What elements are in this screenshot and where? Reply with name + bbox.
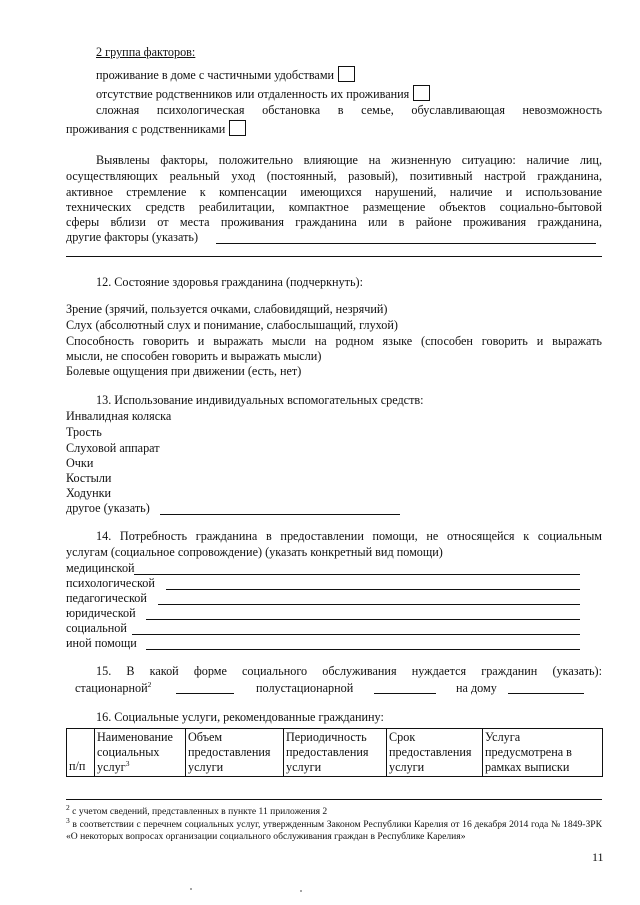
- section14-line2: услугам (социальное сопровождение) (указать конкретный вид помощи): [66, 545, 443, 559]
- section16-title: 16. Социальные услуги, рекомендованные гражданину:: [96, 710, 384, 724]
- group2-item3-line1: сложная психологическая обстановка в семье, обуславливающая невозможность: [96, 103, 602, 117]
- group2-item-partial-amenities: [96, 66, 355, 84]
- checkbox[interactable]: [413, 85, 430, 101]
- health-speech-line1[interactable]: Способность говорить и выражать мысли на родном языке (способен говорить и выражать: [66, 334, 602, 348]
- health-vision[interactable]: Зрение (зрячий, пользуется очками, слабовидящий, незрячий): [66, 302, 388, 316]
- section13-title: 13. Использование индивидуальных вспомогательных средств:: [96, 393, 424, 407]
- form-stationary-text: стационарной: [75, 681, 148, 695]
- aid-other-label: другое (указать): [66, 501, 150, 515]
- help-pedagogical-label: педагогической: [66, 591, 147, 605]
- form-home-label: на дому: [456, 681, 497, 695]
- services-table: [66, 728, 603, 777]
- health-pain[interactable]: Болевые ощущения при движении (есть, нет): [66, 364, 302, 378]
- footnote-2-text: с учетом сведений, представленных в пункте 11 приложения 2: [72, 806, 328, 817]
- aid-hearing-device: Слуховой аппарат: [66, 441, 160, 455]
- aid-wheelchair: Инвалидная коляска: [66, 409, 172, 423]
- form-stationary-input-line[interactable]: [176, 693, 234, 694]
- aid-walker: Ходунки: [66, 486, 112, 500]
- other-factors-input-line-2[interactable]: [66, 256, 602, 257]
- help-social-label: социальной: [66, 621, 127, 635]
- form-stationary-label: [75, 681, 151, 697]
- group2-item-label: отсутствие родственников или отдаленность их проживания: [96, 87, 410, 101]
- page-number: 11: [592, 850, 604, 864]
- help-social-input-line[interactable]: [132, 634, 580, 635]
- positive-factors-line2: осуществляющих реальный уход (постоянный, разовый), позитивный настрой гражданина,: [66, 169, 602, 183]
- header-volume: Объем предоставления услуги: [186, 729, 284, 777]
- footnote-mark: 3: [66, 815, 70, 825]
- footnote-3-text: в соответствии с перечнем социальных услуг, утвержденным Законом Республики Карелия от 16 декабря 2014 года № 1849-ЗРК «О некоторых вопросах организации социального обслуживания граждан в Республике Карелия»: [66, 819, 602, 842]
- scan-speck: [300, 890, 302, 892]
- footnote-ref: 3: [125, 758, 130, 768]
- group2-title: 2 группа факторов:: [96, 45, 196, 59]
- positive-factors-line5: сферы вблизи от места проживания гражданина или в районе проживания гражданина,: [66, 215, 602, 229]
- header-period: Периодичность предоставления услуги: [284, 729, 387, 777]
- aid-cane: Трость: [66, 425, 102, 439]
- table-header-row: [67, 729, 603, 777]
- header-term: Срок предоставления услуги: [387, 729, 483, 777]
- form-semistationary-label: полустационарной: [256, 681, 354, 695]
- help-other-input-line[interactable]: [146, 649, 580, 650]
- section12-title: 12. Состояние здоровья гражданина (подчеркнуть):: [96, 275, 363, 289]
- footnote-mark: 2: [66, 802, 70, 812]
- help-legal-label: юридической: [66, 606, 136, 620]
- positive-factors-line4: технических средств реабилитации, компактное размещение объектов социально-бытовой: [66, 200, 602, 214]
- positive-factors-line3: активное стремление к компенсации имеющихся нарушений, наличие и использование: [66, 185, 602, 199]
- scan-speck: [190, 888, 192, 890]
- aid-other-input-line[interactable]: [160, 514, 400, 515]
- health-hearing[interactable]: Слух (абсолютный слух и понимание, слабослышащий, глухой): [66, 318, 398, 332]
- footnote-3: [66, 815, 602, 843]
- header-name: [95, 729, 186, 777]
- help-legal-input-line[interactable]: [146, 619, 580, 620]
- group2-item-psych: [66, 120, 246, 138]
- health-speech-line2[interactable]: мысли, не способен говорить и выражать мысли): [66, 349, 322, 363]
- header-name-text: Наименование социальных услуг: [97, 730, 173, 774]
- header-num: п/п: [67, 729, 95, 777]
- footnote-2: [66, 802, 602, 818]
- checkbox[interactable]: [229, 120, 246, 136]
- positive-factors-line1: Выявлены факторы, положительно влияющие на жизненную ситуацию: наличие лиц,: [96, 153, 602, 167]
- form-semistationary-input-line[interactable]: [374, 693, 436, 694]
- help-other-label: иной помощи: [66, 636, 137, 650]
- group2-item-no-relatives: [96, 85, 430, 103]
- help-psych-label: психологической: [66, 576, 155, 590]
- group2-item-label: проживание в доме с частичными удобствами: [96, 68, 335, 82]
- checkbox[interactable]: [338, 66, 355, 82]
- aid-crutches: Костыли: [66, 471, 112, 485]
- other-factors-input-line[interactable]: [216, 243, 596, 244]
- footnote-ref: 2: [147, 679, 152, 689]
- header-extract: Услуга предусмотрена в рамках выписки: [483, 729, 603, 777]
- aid-glasses: Очки: [66, 456, 94, 470]
- section14-line1: 14. Потребность гражданина в предоставлении помощи, не относящейся к социальным: [96, 529, 602, 543]
- positive-factors-other-label: другие факторы (указать): [66, 230, 199, 244]
- form-home-input-line[interactable]: [508, 693, 584, 694]
- section15-title: 15. В какой форме социального обслуживания нуждается гражданин (указать):: [96, 664, 602, 678]
- table-bottom-rule: [66, 799, 602, 800]
- help-medical-label: медицинской: [66, 561, 135, 575]
- help-medical-input-line[interactable]: [134, 574, 580, 575]
- group2-item-label: проживания с родственниками: [66, 122, 226, 136]
- help-psych-input-line[interactable]: [166, 589, 580, 590]
- help-pedagogical-input-line[interactable]: [158, 604, 580, 605]
